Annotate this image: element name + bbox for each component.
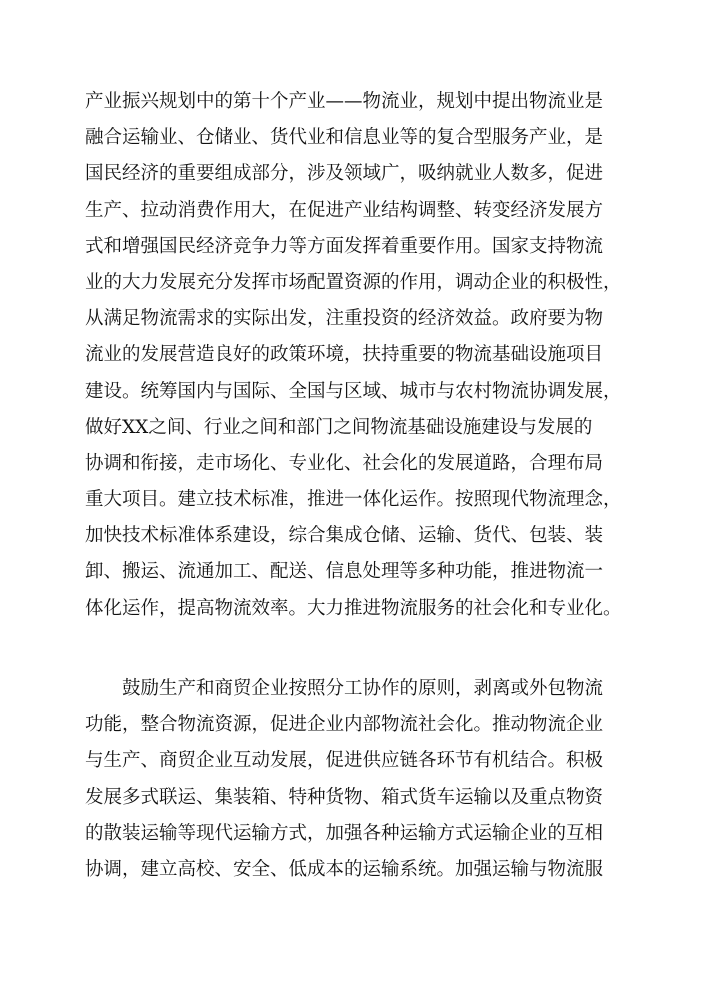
text-line: 体化运作，提高物流效率。大力推进物流服务的社会化和专业化。 [85,597,622,619]
text-line: 与生产、商贸企业互动发展，促进供应链各环节有机结合。积极 [85,750,604,772]
text-line: 业的大力发展充分发挥市场配置资源的作用，调动企业的积极性， [85,271,622,293]
text-line: 加快技术标准体系建设，综合集成仓储、运输、货代、包装、装 [85,525,604,547]
text-line: 流业的发展营造良好的政策环境，扶持重要的物流基础设施项目 [85,344,604,366]
text-line: 融合运输业、仓储业、货代业和信息业等的复合型服务产业，是 [85,127,604,149]
text-line: 鼓励生产和商贸企业按照分工协作的原则，剥离或外包物流 [122,678,604,699]
paragraph-1 [85,84,625,627]
text-line: 建设。统筹国内与国际、全国与区域、城市与农村物流协调发展， [85,380,622,402]
text-line: 的散装运输等现代运输方式，加强各种运输方式运输企业的互相 [85,822,604,844]
text-line: 从满足物流需求的实际出发，注重投资的经济效益。政府要为物 [85,308,604,330]
text-line: 协调，建立高校、安全、低成本的运输系统。加强运输与物流服 [85,858,604,880]
text-line: 重大项目。建立技术标准，推进一体化运作。按照现代物流理念， [85,489,622,511]
paragraph-2 [85,671,625,888]
text-line: 功能，整合物流资源，促进企业内部物流社会化。推动物流企业 [85,714,604,736]
text-line: 式和增强国民经济竞争力等方面发挥着重要作用。国家支持物流 [85,235,604,257]
text-line: 国民经济的重要组成部分，涉及领域广，吸纳就业人数多，促进 [85,163,604,185]
text-line: 发展多式联运、集装箱、特种货物、箱式货车运输以及重点物资 [85,786,604,808]
text-line: 卸、搬运、流通加工、配送、信息处理等多种功能，推进物流一 [85,561,604,583]
text-line: 产业振兴规划中的第十个产业——物流业，规划中提出物流业是 [85,91,604,112]
text-line: 生产、拉动消费作用大，在促进产业结构调整、转变经济发展方 [85,199,604,221]
text-line: 做好XX之间、行业之间和部门之间物流基础设施建设与发展的 [85,416,593,438]
text-line: 协调和衔接，走市场化、专业化、社会化的发展道路，合理布局 [85,452,604,474]
